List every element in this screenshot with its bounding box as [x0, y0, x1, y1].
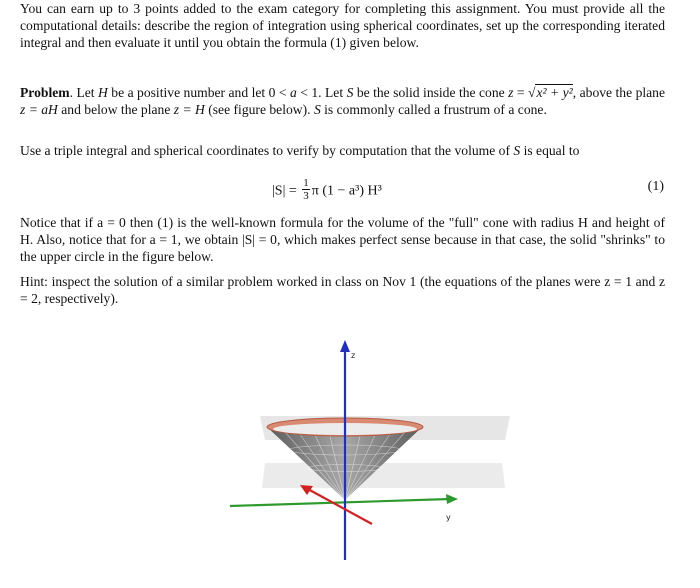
- frustum-figure: [150, 328, 550, 568]
- problem-text: , above the plane: [572, 85, 666, 100]
- task-text: is equal to: [520, 143, 580, 158]
- cone-radicand: x² + y²: [536, 85, 573, 100]
- hint-paragraph: Hint: inspect the solution of a similar problem worked in class on Nov 1 (the equations of the planes were z = 1 and z = 2, respectively).: [20, 274, 665, 307]
- plane-lower: z = aH: [20, 102, 58, 118]
- y-axis-label: y: [446, 513, 451, 522]
- problem-text: and below the plane: [57, 102, 174, 118]
- var-s: S: [313, 102, 321, 118]
- fraction-numerator: 1: [303, 177, 309, 189]
- problem-text: < 1. Let: [296, 85, 347, 100]
- problem-text: be a positive number and let 0 <: [107, 85, 290, 100]
- var-s: S: [513, 143, 521, 158]
- y-axis-arrow: [446, 494, 458, 504]
- formula-expression: [272, 179, 382, 204]
- var-s: S: [346, 85, 354, 100]
- var-a: a: [290, 85, 297, 100]
- formula-fraction: [302, 177, 310, 202]
- formula-number: (1): [647, 179, 664, 194]
- lower-plane: [262, 463, 505, 488]
- plane-upper: z = H: [173, 102, 205, 118]
- cone-eq: =: [513, 85, 528, 100]
- problem-text: . Let: [69, 85, 99, 100]
- task-text: Use a triple integral and spherical coordinates to verify by computation that the volume of: [20, 143, 514, 158]
- formula-lhs: |S| =: [272, 183, 301, 199]
- problem-label: Problem: [20, 85, 70, 100]
- intro-paragraph: You can earn up to 3 points added to the exam category for completing this assignment. You must provide all the computational details: describe the region of integration using spherical coordinates, set up the corresponding iterated integral and then evaluate it until you obtain the formula (1) given below.: [20, 1, 665, 51]
- notice-paragraph: Notice that if a = 0 then (1) is the well-known formula for the volume of the "full" cone with radius H and height of H. Also, notice that for a = 1, we obtain |S| = 0, which makes perfect sense because in that case, the solid "shrinks" to the upper circle in the figure below.: [20, 215, 665, 265]
- fraction-denominator: 3: [303, 190, 309, 202]
- y-axis: [230, 499, 450, 506]
- problem-text: (see figure below).: [204, 102, 314, 118]
- task-paragraph: [20, 142, 665, 159]
- problem-paragraph: Problem. Let H be a positive number and let 0 < a < 1. Let S be the solid inside the cone z = √x² + y², above the plane z = aH and below the plane z = H (see figure below). S is commonly called a frustrum of a cone.: [20, 85, 666, 118]
- var-h: H: [98, 85, 108, 100]
- volume-formula: [0, 176, 700, 206]
- formula-rhs: π (1 − a³) H³: [311, 183, 382, 199]
- problem-text: is commonly called a frustrum of a cone.: [320, 102, 547, 118]
- z-axis-arrow: [340, 340, 350, 352]
- problem-text: be the solid inside the cone: [353, 85, 509, 100]
- cone-lhs: z: [508, 85, 514, 100]
- z-axis-label: z: [351, 351, 356, 360]
